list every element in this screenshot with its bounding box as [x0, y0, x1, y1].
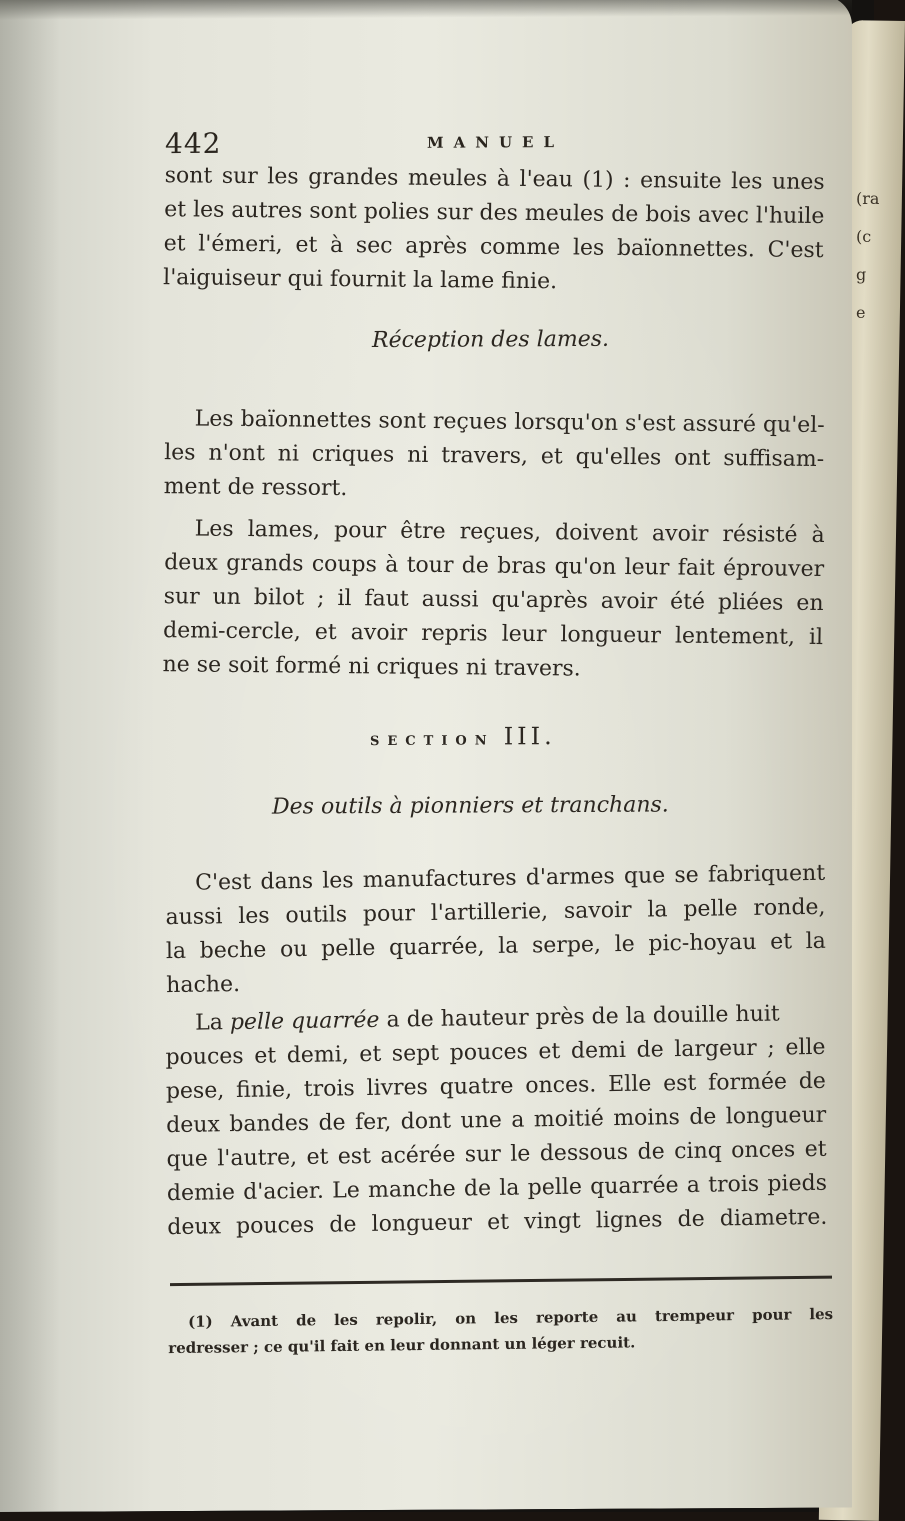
text-line: sur un bilot ; il faut aussi qu'après avoir été pliées en [163, 584, 824, 617]
text-line: deux bandes de fer, dont une a moitié moins de longueur [166, 1102, 827, 1139]
paragraph-3 [162, 512, 825, 689]
text-line: pouces et demi, et sept pouces et demi de largeur ; elle [165, 1034, 826, 1071]
text-line: Les baïonnettes sont reçues lorsqu'on s'est assuré qu'el- [194, 406, 825, 439]
text-line: deux pouces de longueur et vingt lignes de diametre. [167, 1204, 828, 1241]
text-line: deux grands coups à tour de bras qu'on leur fait éprouver [164, 550, 825, 583]
footnote-line: redresser ; ce qu'il fait en leur donnant un léger recuit. [168, 1333, 636, 1358]
subheading-outils: Des outils à pionniers et tranchans. [272, 792, 669, 820]
paragraph-2 [163, 402, 825, 511]
text-line: l'aiguiseur qui fournit la lame finie. [162, 265, 558, 295]
section-number: III. [503, 722, 556, 751]
text-line: pese, finie, trois livres quatre onces. Elle est formée de [165, 1068, 826, 1105]
text-line: ne se soit formé ni criques ni travers. [162, 652, 581, 682]
paragraph-1 [163, 159, 825, 302]
footnote [168, 1301, 833, 1361]
page-top-shadow [0, 0, 852, 20]
subheading-reception: Réception des lames. [372, 326, 609, 354]
text-line: demie d'acier. Le manche de la pelle quarrée a trois pieds [166, 1170, 828, 1207]
text-line: la beche ou pelle quarrée, la serpe, le pic-hoyau et la [165, 928, 826, 965]
footnote-rule [170, 1276, 832, 1287]
footnote-line: (1) Avant de les repolir, on les reporte au trempeur pour les [188, 1304, 834, 1331]
next-page-fragments [856, 180, 879, 332]
gutter-shadow [0, 0, 60, 1512]
paragraph-4 [165, 857, 826, 1003]
section-word: SECTION [370, 733, 495, 750]
text-line: ment de ressort. [163, 474, 348, 502]
text-line: hache. [166, 971, 241, 999]
running-title: MANUEL [427, 133, 565, 152]
text-line: les n'ont ni criques ni travers, et qu'elles ont suffisam- [164, 440, 825, 473]
page-number: 442 [165, 126, 222, 161]
next-page-fragment: e [856, 303, 866, 322]
running-head [165, 125, 585, 163]
text-run: a de hauteur près de la douille huit [379, 1001, 780, 1033]
next-page-fragment: (ra [856, 189, 880, 208]
text-line: C'est dans les manufactures d'armes que se fabriquent [195, 860, 826, 896]
text-line: Les lames, pour être reçues, doivent avoir résisté à [194, 516, 825, 549]
text-line: et l'émeri, et à sec après comme les baïonnettes. C'est [163, 231, 824, 264]
paragraph-5 [165, 997, 827, 1245]
italic-term: pelle quarrée [229, 1007, 380, 1036]
text-run: La [195, 1010, 231, 1036]
text-line: que l'autre, et est acérée sur le dessous de cinq onces et [166, 1136, 827, 1173]
text-line: aussi les outils pour l'artillerie, savoir la pelle ronde, [165, 894, 826, 931]
next-page-fragment: g [856, 265, 867, 284]
text-line: sont sur les grandes meules à l'eau (1) : ensuite les unes [164, 163, 825, 196]
section-heading [370, 722, 556, 751]
text-line: et les autres sont polies sur des meules de bois avec l'huile [164, 197, 825, 230]
next-page-fragment: (c [856, 227, 872, 246]
text-line: demi-cercle, et avoir repris leur longueur lentement, il [162, 618, 824, 651]
